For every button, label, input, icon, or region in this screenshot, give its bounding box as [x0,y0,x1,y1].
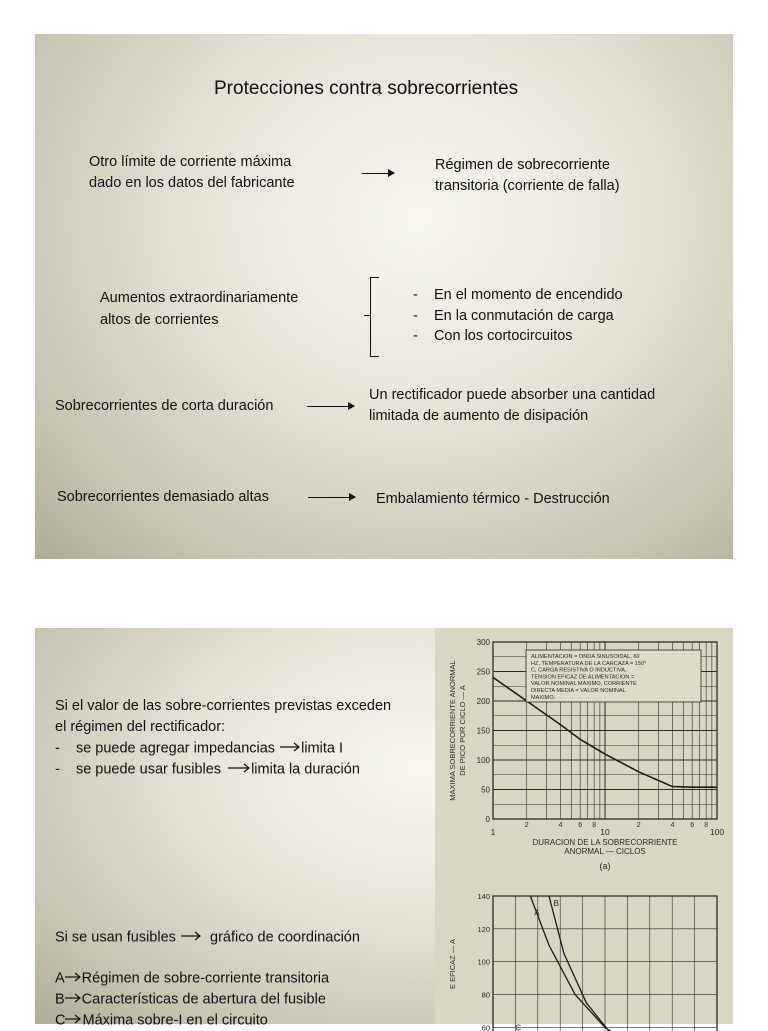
row2-list-item-1: - En el momento de encendido [413,287,623,303]
right-arrow-icon [307,406,354,407]
row4-right: Embalamiento térmico - Destrucción [376,491,610,507]
right-arrow-icon [65,1010,82,1031]
y-tick-label: 0 [485,815,490,824]
legend-item-b [55,989,326,1010]
series-line-b [549,896,650,1031]
note-line: DIRECTA MEDIA = VALOR NOMINAL [531,688,626,694]
series-label-a: A [534,908,540,918]
y-tick-label: 200 [476,697,490,706]
row3-right-line2: limitada de aumento de disipación [369,408,589,424]
right-arrow-icon [308,497,355,498]
y-tick-label: 60 [481,1023,490,1031]
legend-b-text: Características de abertura del fusible [81,991,326,1008]
note-line: VALOR NOMINAL MAXIMO, CORRIENTE [531,681,637,688]
note-line: C, CARGA RESISTIVA O INDUCTIVA, [531,667,627,674]
bullet-item-1: - se puede agregar impedancias limita I [55,738,343,759]
y-tick-label: 80 [481,990,490,1000]
bullet2-result: limita la duración [251,761,360,778]
row1-right-line2: transitoria (corriente de falla) [435,178,620,194]
paragraph1-line2: el régimen del rectificador: [55,719,226,735]
y-axis-label: DE PICO POR CICLO — A [458,685,467,776]
y-tick-label: 250 [476,667,490,677]
series-label-c: C [515,1023,522,1031]
legend-a-text: Régimen de sobre-corriente transitoria [81,970,330,987]
row3-right-line1: Un rectificador puede absorber una cantidad [369,387,656,403]
x-tick-label: 1 [490,827,496,837]
legend-c-text: Máxima sobre-I en el circuito [82,1012,268,1029]
y-tick-label: 300 [476,638,490,647]
bullet1-result: limita I [301,740,343,757]
right-arrow-icon [279,738,301,759]
right-arrow-icon [65,968,82,989]
brace-icon [370,277,379,357]
y-tick-label: 120 [477,924,490,934]
slide-1 [35,34,733,559]
row2-item-text-3: Con los cortocircuitos [433,328,573,344]
chart-a [435,628,733,884]
bullet-item-2: - se puede usar fusibles limita la duración [55,759,360,780]
paragraph2 [55,927,360,948]
row4-left: Sobrecorrientes demasiado altas [57,489,269,505]
brace-tip-icon [364,315,371,316]
x-tick-label: 10 [600,827,610,837]
note-line: HZ, TEMPERATURA DE LA CARCAZA = 150° [531,660,647,667]
x-tick-label: 6 [690,822,695,829]
y-axis-label: MAXIMA SOBRECORRIENTE ANORMAL [448,660,457,801]
x-tick-label: 4 [670,822,675,829]
note-line: MAXIMO. [531,694,556,701]
right-arrow-icon [180,927,202,948]
legend-item-c [55,1010,268,1031]
series-line-a [530,896,642,1031]
row3-left: Sobrecorrientes de corta duración [55,398,274,414]
chart-caption: (a) [599,861,611,871]
y-tick-label: 140 [477,892,490,901]
row2-left-line2: altos de corrientes [100,312,219,328]
x-tick-label: 4 [558,822,563,829]
paragraph2-text: Si se usan fusibles [55,929,176,946]
legend-c-key: C [55,1012,66,1029]
row1-right-line1: Régimen de sobrecorriente [435,157,610,173]
x-axis-label: ANORMAL — CICLOS [564,847,646,856]
x-tick-label: 100 [709,827,725,837]
right-arrow-icon [362,173,394,174]
note-line: ALIMENTACION = ONDA SINUSOIDAL, 60 [531,654,640,660]
right-arrow-icon [65,989,82,1010]
x-tick-label: 8 [704,822,709,829]
row2-left-line1: Aumentos extraordinariamente [100,290,299,306]
row2-list-item-3: - Con los cortocircuitos [413,328,573,344]
row2-list-item-2: - En la conmutación de carga [413,308,614,324]
chart-photo [435,628,733,1031]
chart-b [435,892,733,1031]
row2-item-text-2: En la conmutación de carga [433,308,614,324]
y-tick-label: 150 [476,726,490,736]
y-axis-label: E EFICAZ — A [448,938,457,990]
x-tick-label: 2 [636,822,641,829]
series-label-b: B [553,898,559,908]
row1-left-line1: Otro límite de corriente máxima [89,154,292,170]
row2-item-text-1: En el momento de encendido [433,287,623,303]
bullet1-text: se puede agregar impedancias [75,740,276,757]
legend-item-a [55,968,329,989]
x-tick-label: 8 [592,822,597,829]
legend-b-key: B [55,991,65,1008]
right-arrow-icon [225,759,251,780]
y-tick-label: 50 [481,785,490,795]
y-tick-label: 100 [476,756,490,765]
slide-2 [35,628,733,1031]
note-line: TENSION EFICAZ DE ALIMENTACION = [531,674,635,681]
row1-left-line2: dado en los datos del fabricante [89,175,295,191]
legend-a-key: A [55,970,65,987]
y-tick-label: 100 [477,957,490,967]
x-tick-label: 2 [524,822,529,829]
bullet2-text: se puede usar fusibles [75,761,222,778]
x-axis-label: DURACION DE LA SOBRECORRIENTE [532,838,678,847]
paragraph1-line1: Si el valor de las sobre-corrientes previstas exceden [55,698,392,714]
x-tick-label: 6 [578,822,583,829]
paragraph2-result: gráfico de coordinación [210,929,360,946]
slide-title: Protecciones contra sobrecorrientes [214,78,519,99]
